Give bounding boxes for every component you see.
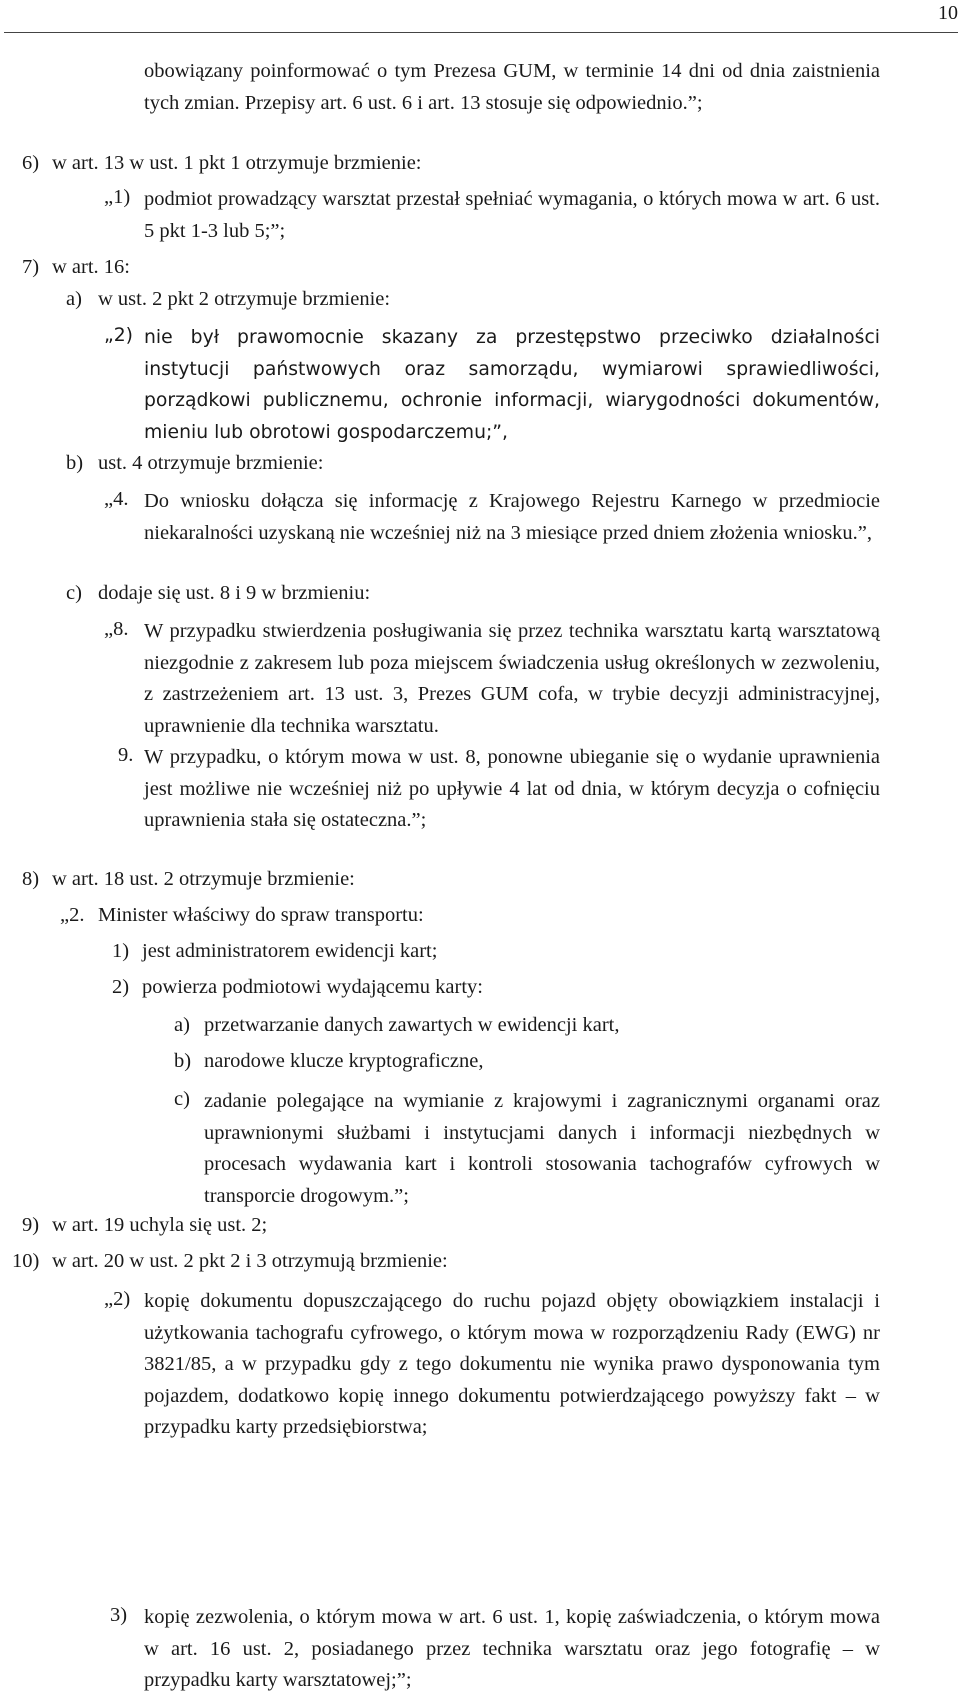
quoted-paragraph-text: W przypadku stwierdzenia posługiwania się przez technika warsztatu kartą warsztatową niezgodnie z zakresem lub poza miejscem świadczenia usług określonych w zezwoleniu, z zastrzeżeniem art. 13 ust. 3, Prezes GUM cofa, w trybie decyzji administracyjnej, uprawnienie dla technika warsztatu. — [144, 620, 880, 737]
page-number: 10 — [938, 2, 958, 24]
subitem-label: b) — [66, 452, 84, 474]
point-label: 1) — [112, 940, 130, 962]
subitem-label: c) — [66, 582, 82, 604]
quoted-point-text: podmiot prowadzący warsztat przestał spełniać wymagania, o których mowa w art. 6 ust. 5 pkt 1-3 lub 5;”; — [144, 188, 880, 242]
item-label: 10) — [12, 1250, 40, 1272]
quoted-point-label: „2) — [104, 325, 134, 346]
letter-text: narodowe klucze kryptograficzne, — [204, 1050, 484, 1072]
item-text: w art. 13 w ust. 1 pkt 1 otrzymuje brzmienie: — [52, 152, 422, 174]
point-label: 2) — [112, 976, 130, 998]
quoted-paragraph-text: Do wniosku dołącza się informację z Krajowego Rejestru Karnego w przedmiocie niekaralności uzyskaną nie wcześniej niż na 3 miesiące przed dniem złożenia wniosku.”, — [144, 490, 880, 544]
subitem-text: w ust. 2 pkt 2 otrzymuje brzmienie: — [98, 288, 391, 310]
subitem-label: a) — [66, 288, 82, 310]
quoted-point-text: kopię dokumentu dopuszczającego do ruchu pojazd objęty obowiązkiem instalacji i użytkowania tachografu cyfrowego, o którym mowa w rozporządzeniu Rady (EWG) nr 3821/85, a w przypadku gdy z tego dokumentu nie wynika prawo dysponowania tym pojazdem, dodatkowo kopię innego dokumentu potwierdzającego powyższy fakt – w przypadku karty przedsiębiorstwa; — [144, 1290, 880, 1439]
quoted-paragraph-label: „2. — [60, 904, 85, 926]
item-text: w art. 19 uchyla się ust. 2; — [52, 1214, 268, 1236]
item-label: 6) — [22, 152, 40, 174]
subitem-text: dodaje się ust. 8 i 9 w brzmieniu: — [98, 582, 371, 604]
letter-label: b) — [174, 1050, 192, 1072]
item-label: 8) — [22, 868, 40, 890]
letter-text: przetwarzanie danych zawartych w ewidencji kart, — [204, 1014, 620, 1036]
item-text: w art. 20 w ust. 2 pkt 2 i 3 otrzymują brzmienie: — [52, 1250, 448, 1272]
letter-text: zadanie polegające na wymianie z krajowymi i zagranicznymi organami oraz uprawnionymi służbami i instytucjami danych i informacji niezbędnych w procesach wydawania kart i kontroli stosowania tachografów cyfrowych w transporcie drogowym.”; — [204, 1090, 880, 1207]
quoted-paragraph-label: „4. — [104, 488, 129, 510]
point-text: kopię zezwolenia, o którym mowa w art. 6 ust. 1, kopię zaświadczenia, o którym mowa w art. 16 ust. 2, posiadanego przez technika warsztatu oraz jego fotografię – w przypadku karty warsztatowej;”; — [144, 1606, 880, 1692]
subitem-text: ust. 4 otrzymuje brzmienie: — [98, 452, 324, 474]
point-text: powierza podmiotowi wydającemu karty: — [142, 976, 483, 998]
point-label: 3) — [110, 1604, 128, 1626]
point-text: jest administratorem ewidencji kart; — [142, 940, 438, 962]
quoted-paragraph-text: Minister właściwy do spraw transportu: — [98, 904, 424, 926]
letter-label: a) — [174, 1014, 190, 1036]
letter-label: c) — [174, 1088, 190, 1110]
quoted-point-label: „2) — [104, 1288, 131, 1310]
quoted-paragraph-label: „8. — [104, 618, 129, 640]
continuation-paragraph: obowiązany poinformować o tym Prezesa GUM, w terminie 14 dni od dnia zaistnienia tych zmian. Przepisy art. 6 ust. 6 i art. 13 stosuje się odpowiednio.”; — [144, 60, 880, 114]
item-text: w art. 16: — [52, 256, 130, 278]
item-label: 9) — [22, 1214, 40, 1236]
quoted-paragraph-label: 9. — [118, 744, 134, 766]
quoted-point-text: nie był prawomocnie skazany za przestępstwo przeciwko działalności instytucji państwowych oraz samorządu, wymiarowi sprawiedliwości, porządkowi publicznemu, ochronie informacji, wiarygodności dokumentów, mieniu lub obrotowi gospodarczemu;”, — [144, 327, 880, 443]
quoted-point-label: „1) — [104, 186, 131, 208]
quoted-paragraph-text: W przypadku, o którym mowa w ust. 8, ponowne ubieganie się o wydanie uprawnienia jest możliwe nie wcześniej niż po upływie 4 lat od dnia, w którym decyzja o cofnięciu uprawnienia stała się ostateczna.”; — [144, 746, 880, 832]
item-label: 7) — [22, 256, 40, 278]
item-text: w art. 18 ust. 2 otrzymuje brzmienie: — [52, 868, 355, 890]
